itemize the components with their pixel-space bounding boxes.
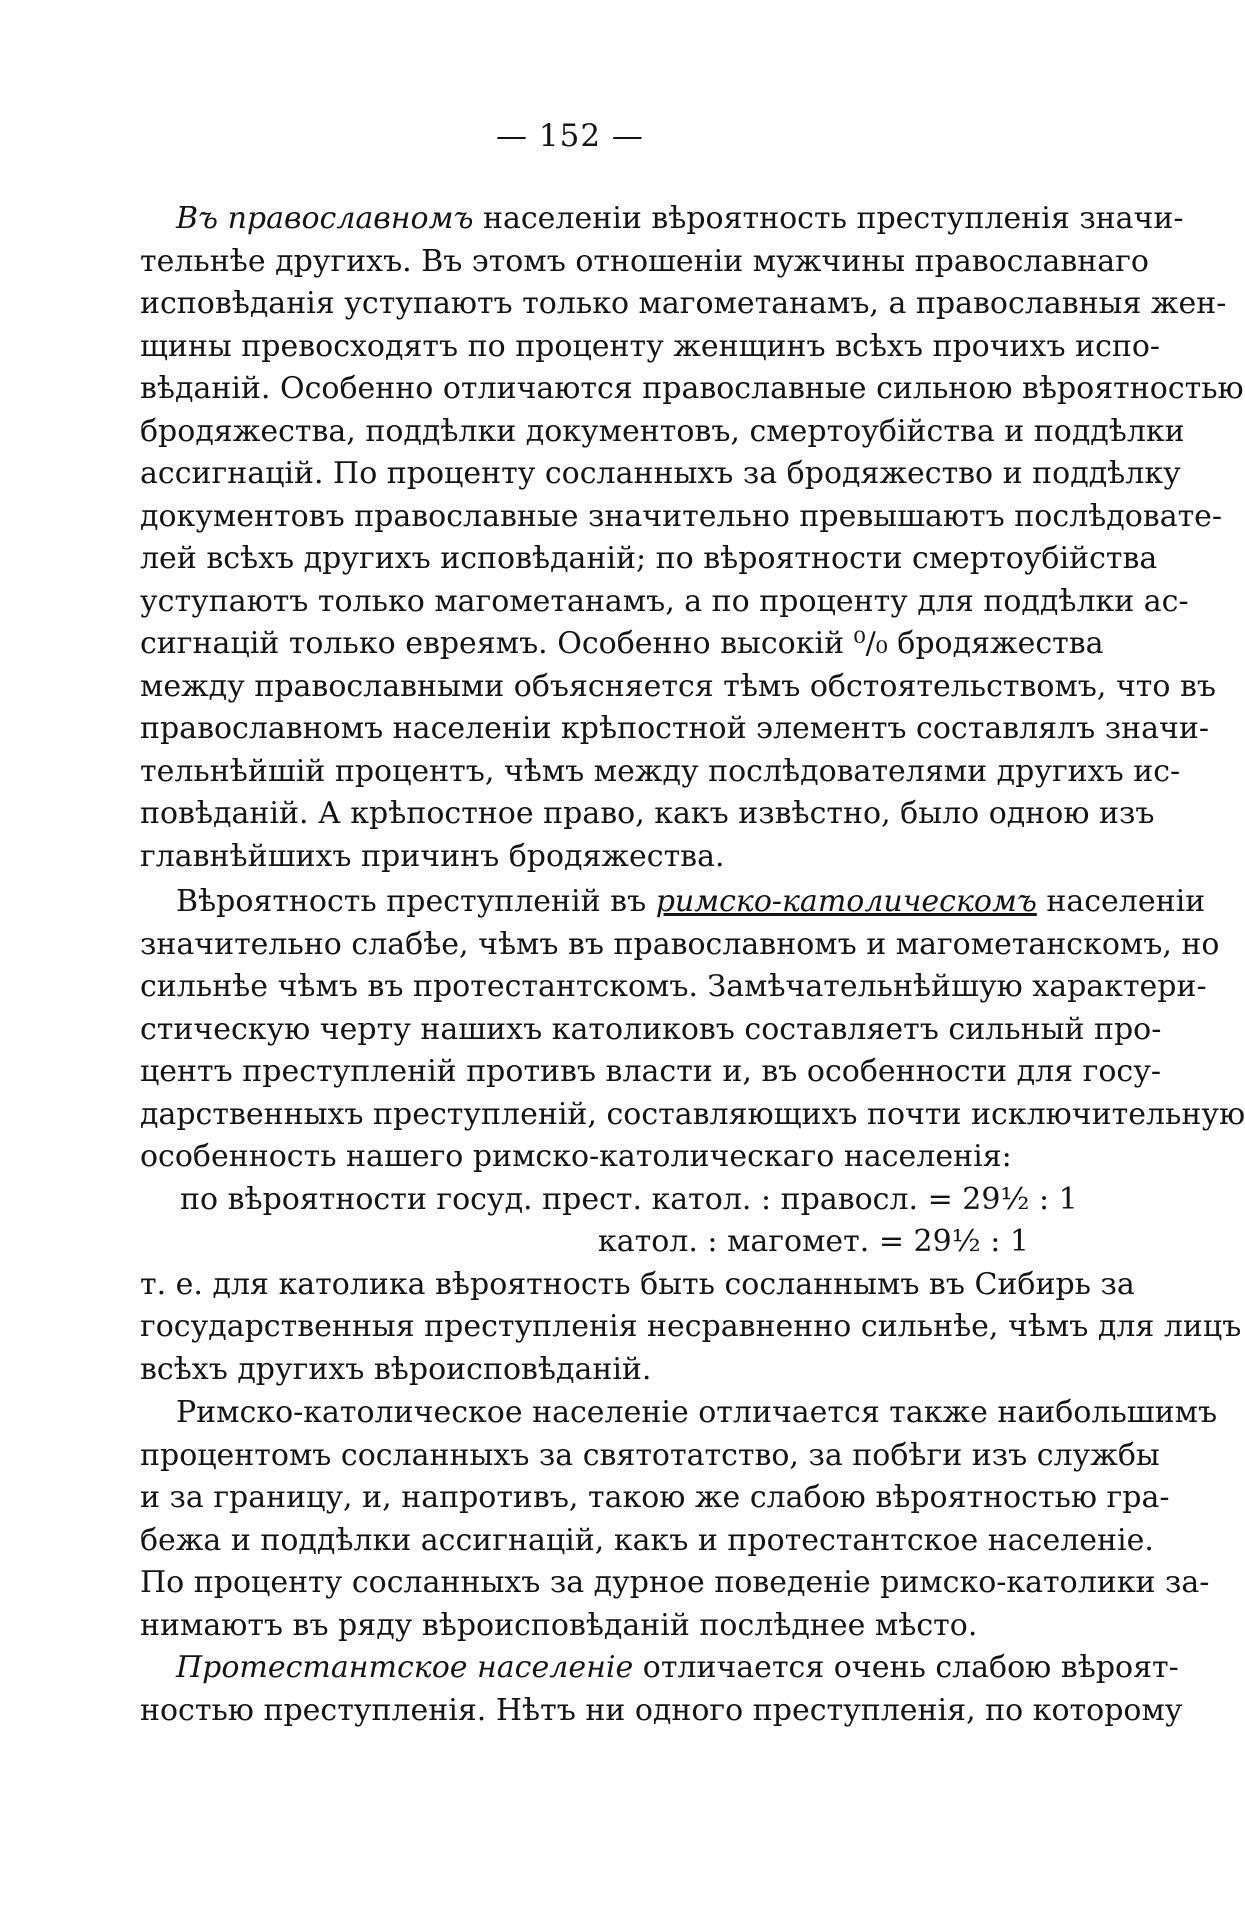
italic-term: Въ православномъ	[176, 201, 474, 236]
text-line: Вѣроятность преступленiй въ римско-католическомъ населенiи	[176, 884, 1206, 919]
text-line: Римско-католическое населенiе отличается также наибольшимъ	[176, 1395, 1218, 1430]
text-line: главнѣйшихъ причинъ бродяжества.	[140, 838, 725, 874]
text-line: православномъ населенiи крѣпостной элементъ составлялъ значи-	[140, 711, 1209, 746]
paragraph-protestant	[140, 1647, 1183, 1732]
text-line: документовъ православные значительно превышаютъ послѣдовате-	[140, 498, 1223, 534]
text-line: тельнѣе другихъ. Въ этомъ отношенiи мужчины православнаго	[140, 243, 1149, 279]
text-line: сильнѣе чѣмъ въ протестантскомъ. Замѣчательнѣйшую характери-	[140, 969, 1207, 1004]
text-line: По проценту сосланныхъ за дурное поведенiе римско-католики за-	[140, 1565, 1210, 1600]
text-line: процентомъ сосланныхъ за святотатство, за побѣги изъ службы	[140, 1437, 1160, 1473]
text-line: между православными объясняется тѣмъ обстоятельствомъ, что въ	[140, 668, 1216, 704]
formula-line: катол. : магомет. = 29½ : 1	[598, 1224, 1030, 1259]
formula-line: по вѣроятности госуд. прест. катол. : правосл. = 29½ : 1	[180, 1181, 1078, 1217]
text-line: нимаютъ въ ряду вѣроисповѣданiй послѣднее мѣсто.	[140, 1607, 978, 1643]
text-line: сигнацiй только евреямъ. Особенно высокiй ⁰/₀ бродяжества	[140, 626, 1104, 661]
paragraph-catholic	[140, 881, 1245, 1391]
text-line: всѣхъ другихъ вѣроисповѣданiй.	[140, 1351, 652, 1387]
paragraph-orthodox	[140, 198, 1244, 878]
text-line: Протестантское населенiе отличается очень слабою вѣроят-	[176, 1650, 1179, 1685]
text-line: уступаютъ только магометанамъ, а по проценту для поддѣлки ас-	[140, 583, 1189, 619]
text-line: тельнѣйшiй процентъ, чѣмъ между послѣдователями другихъ ис-	[140, 753, 1181, 789]
paragraph-catholic-continued	[140, 1392, 1218, 1647]
text-line: государственныя преступленiя несравненно сильнѣе, чѣмъ для лицъ	[140, 1309, 1242, 1344]
text-line: и за границу, и, напротивъ, такою же слабою вѣроятностью гра-	[140, 1480, 1170, 1515]
text-line: значительно слабѣе, чѣмъ въ православномъ и магометанскомъ, но	[140, 926, 1220, 962]
text-line: исповѣданiя уступаютъ только магометанамъ, а православныя жен-	[140, 286, 1227, 321]
text-line: т. е. для католика вѣроятность быть сосланнымъ въ Сибирь за	[140, 1266, 1135, 1302]
text-line: ассигнацiй. По проценту сосланныхъ за бродяжество и поддѣлку	[140, 456, 1181, 491]
text-line: повѣданiй. А крѣпостное право, какъ извѣстно, было одною изъ	[140, 796, 1155, 831]
text-line: центъ преступленiй противъ власти и, въ особенности для госу-	[140, 1054, 1161, 1089]
text-line: особенность нашего римско-католическаго населенiя:	[140, 1139, 1012, 1174]
italic-term: Протестантское населенiе	[176, 1650, 634, 1685]
text-line: стическую черту нашихъ католиковъ составляетъ сильный про-	[140, 1011, 1162, 1047]
text-line: дарственныхъ преступленiй, составляющихъ почти исключительную	[140, 1096, 1245, 1132]
text-line: вѣданiй. Особенно отличаются православные сильною вѣроятностью	[140, 371, 1244, 406]
italic-term: римско-католическомъ	[655, 884, 1037, 919]
text-line: Въ православномъ населенiи вѣроятность преступленiя значи-	[176, 201, 1184, 236]
text-line: щины превосходятъ по проценту женщинъ всѣхъ прочихъ испо-	[140, 328, 1161, 364]
text-line: ностью преступленiя. Нѣтъ ни одного преступленiя, по которому	[140, 1692, 1183, 1728]
text-line: бродяжества, поддѣлки документовъ, смертоубiйства и поддѣлки	[140, 413, 1185, 449]
text-line: бежа и поддѣлки ассигнацiй, какъ и протестантское населенiе.	[140, 1522, 1154, 1558]
page-number: — 152 —	[496, 118, 644, 154]
text-line: лей всѣхъ другихъ исповѣданiй; по вѣроятности смертоубiйства	[140, 541, 1158, 576]
